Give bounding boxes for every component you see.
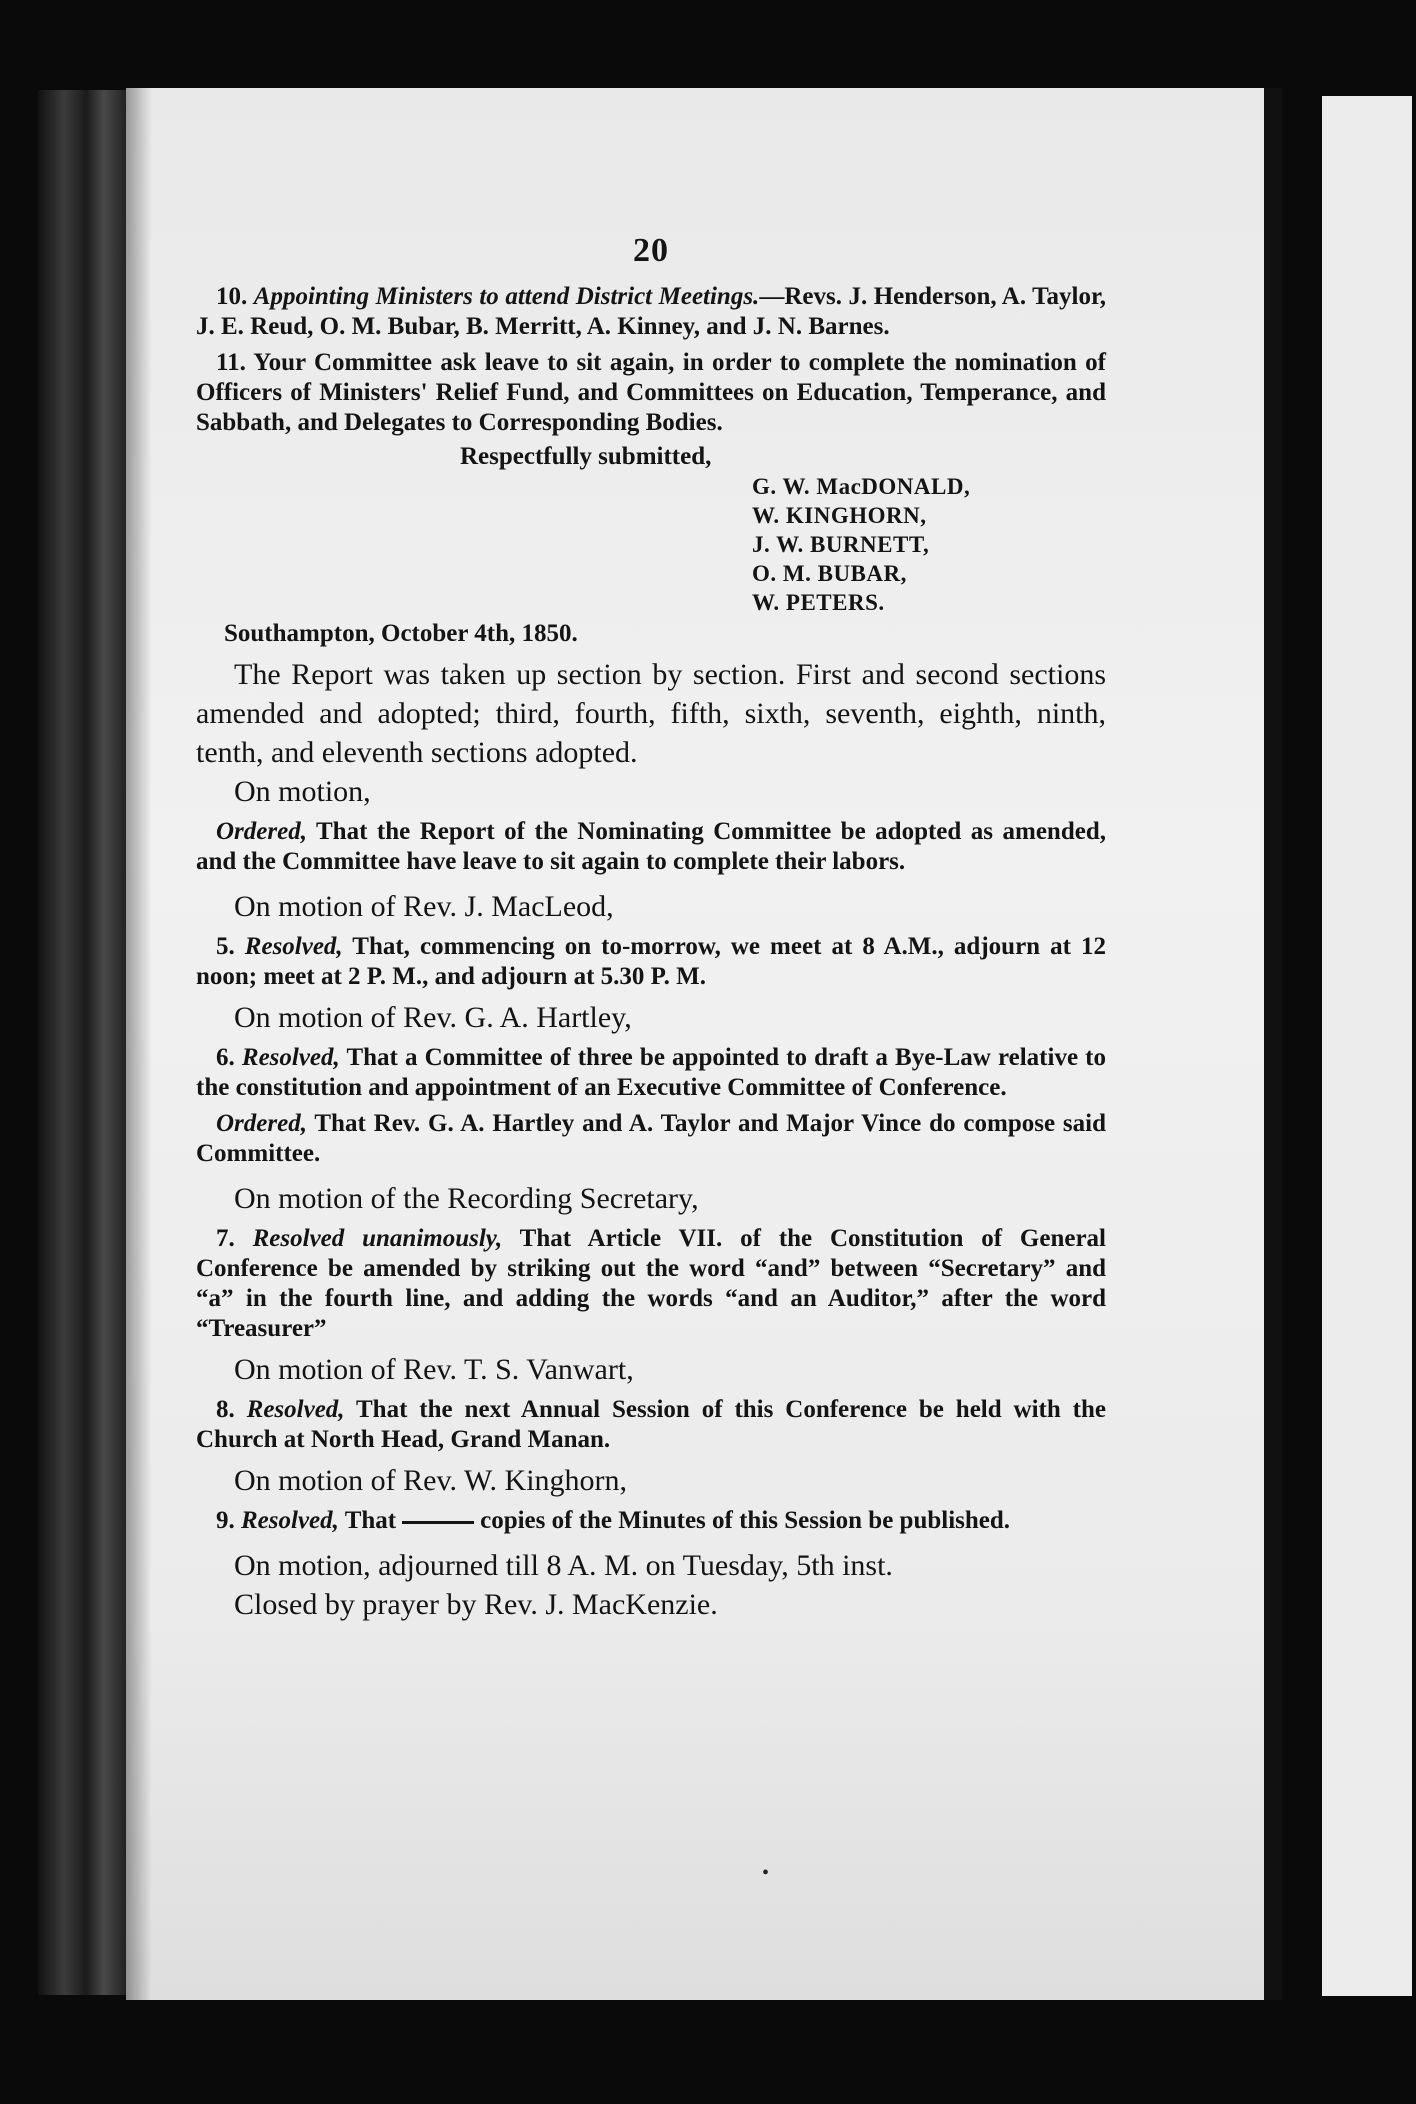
signer-name: W. KINGHORN, — [752, 503, 927, 528]
resolution-6 — [196, 1043, 1106, 1103]
on-motion: On motion, — [234, 775, 371, 808]
resolved-label: Resolved unanimously, — [252, 1225, 503, 1252]
paragraph-10 — [196, 282, 1106, 342]
signer-list — [752, 472, 1106, 617]
resolution-number: 7. — [216, 1225, 253, 1252]
on-motion: On motion of Rev. J. MacLeod, — [234, 890, 614, 923]
adjournment: On motion, adjourned till 8 A. M. on Tuesday, 5th inst. — [234, 1549, 893, 1582]
page-divider — [1264, 88, 1282, 2000]
signer-name: G. W. MacDONALD, — [752, 474, 971, 499]
resolution-text: That, commencing on to-morrow, we meet at 8 A.M., adjourn at 12 noon; meet at 2 P. M., and adjourn at 5.30 P. M. — [196, 933, 1106, 990]
resolved-label: Resolved, — [244, 933, 343, 960]
resolution-number: 8. — [216, 1396, 247, 1423]
signer-name: O. M. BUBAR, — [752, 561, 907, 586]
resolved-label: Resolved, — [246, 1396, 345, 1423]
paragraph-11: 11. Your Committee ask leave to sit again, in order to complete the nomination of Officers of Ministers' Relief Fund, and Committees on Education, Temperance, and Sabbath, and Delegates to Corresponding Bodies. — [196, 349, 1106, 436]
paragraph-10-heading: Appointing Ministers to attend District Meetings. — [253, 283, 760, 310]
signature-heading: Respectfully submitted, — [460, 443, 712, 470]
place-date: Southampton, October 4th, 1850. — [224, 620, 578, 647]
page-gutter-shadow — [126, 88, 152, 2000]
report-taken-up: The Report was taken up section by section. First and second sections amended and adopted; third, fourth, fifth, sixth, seventh, eighth, ninth, tenth, and eleventh sections adopted. — [196, 658, 1106, 769]
on-motion: On motion of Rev. G. A. Hartley, — [234, 1001, 632, 1034]
signature-block — [196, 442, 1106, 617]
resolution-number: 5. — [216, 933, 245, 960]
book-spine-edge — [38, 90, 126, 1995]
page-content — [196, 232, 1106, 1624]
closing-prayer: Closed by prayer by Rev. J. MacKenzie. — [234, 1588, 718, 1621]
paragraph-10-number: 10. — [216, 283, 248, 310]
on-motion: On motion of Rev. W. Kinghorn, — [234, 1464, 628, 1497]
ordered-label: Ordered, — [216, 818, 307, 845]
resolution-text: That Article VII. of the Constitution of General Conference be amended by striking out the word “and” between “Secretary” and “a” in the fourth line, and adding the words “and an Auditor,” after the word “Treasurer” — [196, 1225, 1106, 1342]
paragraph-10-text: —Revs. J. Henderson, A. Taylor, J. E. Reud, O. M. Bubar, B. Merritt, A. Kinney, and J. N. Barnes. — [196, 283, 1107, 340]
blank-line — [402, 1521, 474, 1524]
resolved-label: Resolved, — [241, 1507, 339, 1534]
resolution-9 — [196, 1506, 1106, 1536]
ordered-text: That the Report of the Nominating Committee be adopted as amended, and the Committee have leave to sit again to complete their labors. — [196, 818, 1106, 875]
signer-name: W. PETERS. — [752, 590, 885, 615]
resolution-text-after: copies of the Minutes of this Session be published. — [480, 1507, 1011, 1534]
resolution-7 — [196, 1224, 1106, 1344]
resolution-5 — [196, 932, 1106, 992]
resolution-number: 9. — [216, 1507, 241, 1534]
on-motion: On motion of the Recording Secretary, — [234, 1182, 699, 1215]
on-motion: On motion of Rev. T. S. Vanwart, — [234, 1353, 634, 1386]
resolution-text-before: That — [338, 1507, 397, 1534]
page-number: 20 — [633, 232, 669, 269]
resolution-number: 6. — [216, 1044, 242, 1071]
ordered-label: Ordered, — [216, 1110, 307, 1137]
resolution-text: That the next Annual Session of this Conference be held with the Church at North Head, Grand Manan. — [196, 1396, 1106, 1453]
resolution-8 — [196, 1395, 1106, 1455]
ordered-committee — [196, 1109, 1106, 1169]
printer-mark: • — [762, 1862, 770, 1884]
facing-page-edge — [1322, 96, 1412, 1996]
ordered-text: That Rev. G. A. Hartley and A. Taylor and Major Vince do compose said Committee. — [196, 1110, 1106, 1167]
signer-name: J. W. BURNETT, — [752, 532, 930, 557]
resolved-label: Resolved, — [241, 1044, 340, 1071]
ordered-report-adopted — [196, 817, 1106, 877]
resolution-text: That a Committee of three be appointed to draft a Bye-Law relative to the constitution and appointment of an Executive Committee of Conference. — [196, 1044, 1107, 1101]
